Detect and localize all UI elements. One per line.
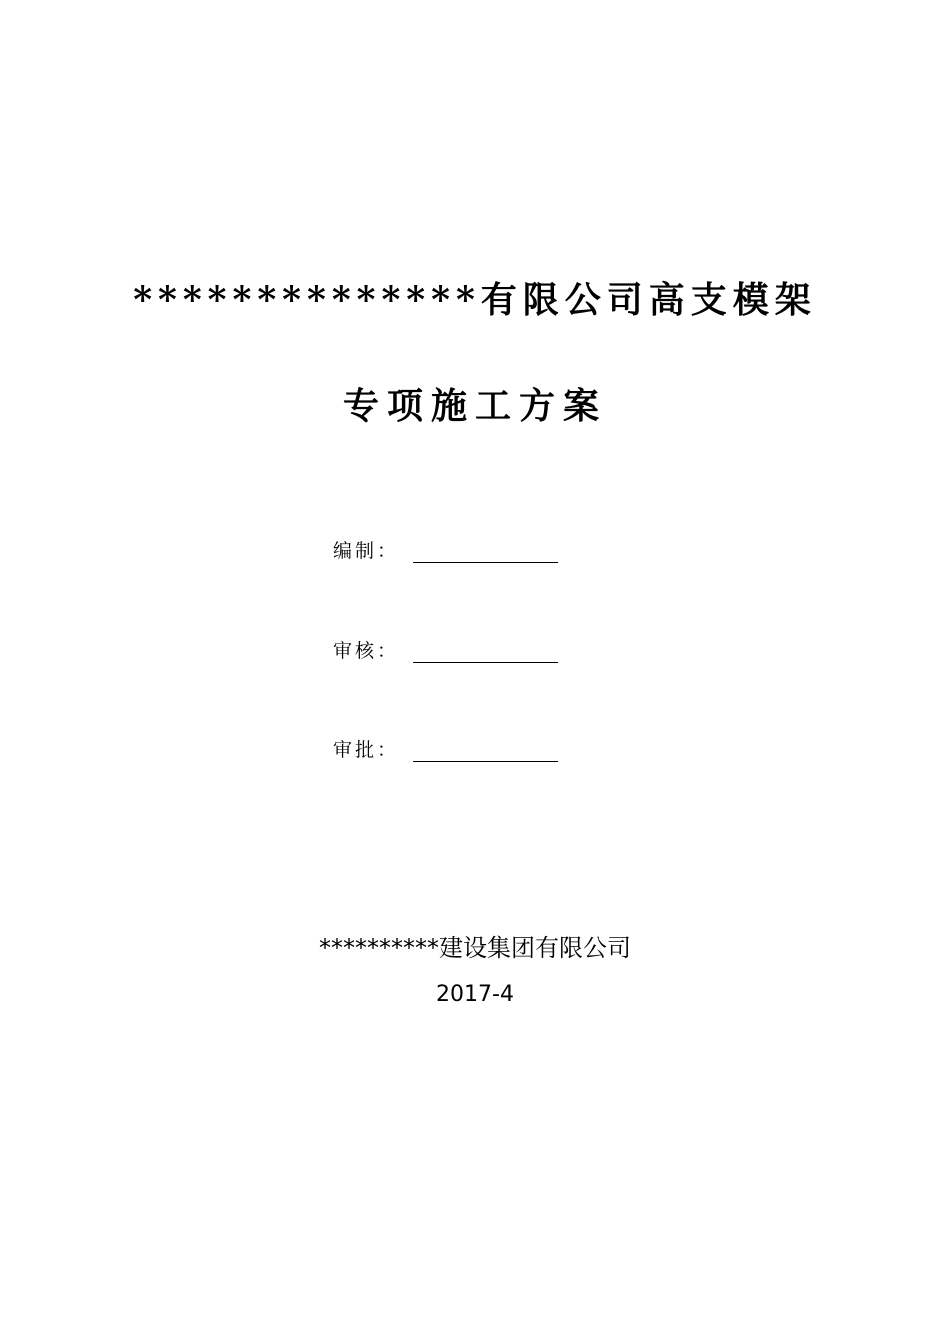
document-title-line-1: **************有限公司高支模架 xyxy=(133,279,817,321)
signature-label: 审批： xyxy=(333,739,400,761)
signature-row-approved-by xyxy=(333,735,558,762)
document-date: 2017-4 xyxy=(436,982,514,1007)
signature-line xyxy=(413,544,558,563)
document-title-line-2: 专项施工方案 xyxy=(342,385,607,427)
signature-label: 编制： xyxy=(333,540,400,562)
company-name: **********建设集团有限公司 xyxy=(319,934,631,962)
signature-label: 审核： xyxy=(333,640,400,662)
signature-row-reviewed-by xyxy=(333,636,558,663)
signature-line xyxy=(413,743,558,762)
signature-row-compiled-by xyxy=(333,536,558,563)
signature-line xyxy=(413,644,558,663)
